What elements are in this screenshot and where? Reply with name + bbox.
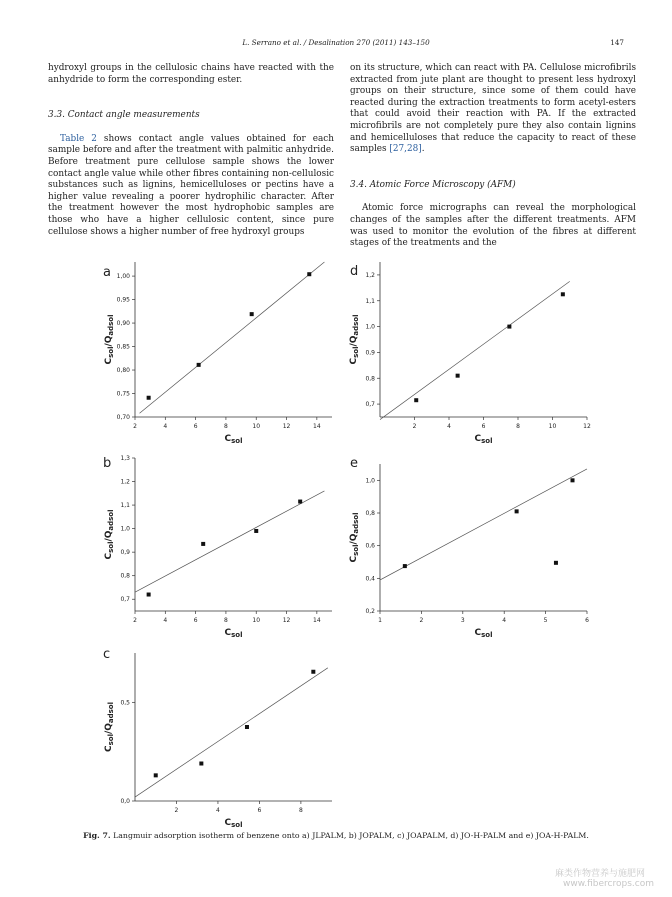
y-tick-label: 0,85 — [116, 343, 130, 351]
y-tick-label: 0,8 — [120, 572, 130, 580]
y-tick-label: 1,0 — [365, 323, 375, 331]
data-point — [507, 325, 511, 329]
chart-panel-a — [103, 262, 332, 445]
panel-label: b — [103, 456, 112, 471]
x-tick-label: 3 — [460, 617, 465, 624]
y-tick-label: 1,3 — [120, 455, 130, 462]
data-point — [147, 396, 151, 400]
data-point — [311, 670, 315, 674]
y-tick-label: 0,4 — [365, 575, 375, 583]
data-point — [201, 542, 205, 546]
figure-caption — [0, 831, 672, 840]
fit-line — [135, 668, 328, 797]
y-tick-label: 0,6 — [365, 542, 375, 550]
y-axis-label: $C_{sol}/Q_{adsol}$ — [349, 314, 360, 365]
x-tick-label: 2 — [133, 617, 137, 624]
data-point — [307, 272, 311, 276]
x-axis-label: $C_{sol}$ — [224, 818, 243, 829]
y-tick-label: 1,2 — [365, 271, 375, 279]
y-tick-label: 1,00 — [116, 273, 130, 281]
x-tick-label: 4 — [163, 617, 168, 624]
x-tick-label: 4 — [163, 423, 168, 430]
y-tick-label: 0,8 — [365, 375, 375, 383]
y-tick-label: 0,75 — [116, 390, 130, 398]
data-point — [147, 593, 151, 597]
section-title-afm: 3.4. Atomic Force Microscopy (AFM) — [350, 179, 516, 190]
x-tick-label: 2 — [174, 807, 179, 814]
x-tick-label: 5 — [543, 617, 548, 624]
x-tick-label: 2 — [419, 617, 424, 624]
y-tick-label: 0,7 — [365, 401, 375, 409]
y-tick-label: 1,0 — [365, 477, 375, 485]
x-axis-label: $C_{sol}$ — [224, 628, 243, 639]
x-tick-label: 14 — [313, 617, 321, 624]
data-point — [571, 478, 575, 482]
y-tick-label: 0,80 — [116, 367, 130, 375]
y-tick-label: 0,70 — [116, 414, 130, 421]
x-tick-label: 8 — [224, 617, 228, 624]
panel-label: a — [103, 265, 111, 280]
data-point — [561, 292, 565, 296]
right-paragraph-1-text: on its structure, which can react with PA. Cellulose microfibrils extracted from jute plant are thought to present less hydroxyl groups on their structure, since some of them could have reacted during the extraction treatments to form acetyl-esters that could avoid their reaction with PA. If the extracted microfibrils are not completely pure they also contain lignins and hemicelluloses that reduce the capacity to react of these samples — [350, 63, 636, 155]
data-point — [515, 509, 519, 513]
afm-paragraph: Atomic force micrographs can reveal the morphological changes of the samples after the different treatments. AFM was used to monitor the evolution of the fibres at different stages of the treatments and the — [350, 203, 636, 249]
data-point — [414, 398, 418, 402]
y-tick-label: 1,1 — [365, 297, 375, 305]
panel-label: e — [350, 456, 358, 471]
data-point — [254, 529, 258, 533]
x-tick-label: 10 — [548, 423, 557, 430]
x-tick-label: 12 — [282, 617, 291, 624]
table-2-link[interactable]: Table 2 — [60, 133, 97, 144]
x-tick-label: 10 — [252, 617, 261, 624]
x-tick-label: 8 — [516, 423, 520, 430]
x-tick-label: 12 — [282, 423, 291, 430]
y-tick-label: 0,90 — [116, 320, 130, 328]
y-tick-label: 1,0 — [120, 525, 130, 533]
y-axis-label: $C_{sol}/Q_{adsol}$ — [104, 314, 115, 365]
figure-label: Fig. 7. — [83, 831, 111, 840]
contact-angle-text: shows contact angle values obtained for each sample before and after the treatment with palmitic anhydride. Before treatment pure cellulose sample shows the lower contact angle value while other fibres containing non-cellulosic substances such as lignins, hemicelluloses or pectins have a higher value revealing a poorer hydrophilic character. After the treatment however the most hydrophobic samples are those who have a higher cellulosic content, since pure cellulose shows a higher number of free hydroxyl groups — [48, 133, 334, 237]
reference-link[interactable]: [27,28] — [389, 144, 422, 155]
page-number: 147 — [610, 38, 624, 47]
y-axis-label: $C_{sol}/Q_{adsol}$ — [349, 512, 360, 563]
chart-panel-d — [349, 262, 591, 445]
x-axis-label: $C_{sol}$ — [224, 434, 243, 445]
y-tick-label: 0,95 — [116, 296, 130, 304]
fit-line — [380, 281, 570, 419]
x-tick-label: 6 — [585, 617, 589, 624]
panel-label: c — [103, 647, 111, 662]
x-tick-label: 10 — [252, 423, 261, 430]
data-point — [403, 564, 407, 568]
x-tick-label: 4 — [502, 617, 507, 624]
section-title-contact-angle: 3.3. Contact angle measurements — [48, 110, 200, 121]
x-tick-label: 6 — [257, 807, 262, 814]
y-tick-label: 0,7 — [120, 596, 130, 604]
x-tick-label: 6 — [193, 423, 198, 430]
chart-panel-e — [349, 456, 589, 639]
y-axis-label: $C_{sol}/Q_{adsol}$ — [104, 701, 115, 753]
fit-line — [135, 491, 324, 592]
x-tick-label: 6 — [193, 617, 198, 624]
data-point — [197, 363, 201, 367]
x-tick-label: 4 — [447, 423, 451, 430]
y-tick-label: 0,0 — [120, 798, 130, 805]
data-point — [554, 561, 558, 565]
right-paragraph-1-end: . — [421, 144, 425, 155]
y-tick-label: 1,1 — [120, 502, 130, 510]
y-tick-label: 0,9 — [365, 349, 375, 357]
x-tick-label: 4 — [216, 807, 220, 814]
x-tick-label: 2 — [412, 423, 417, 430]
x-tick-label: 8 — [224, 423, 228, 430]
x-tick-label: 6 — [481, 423, 486, 430]
x-tick-label: 8 — [298, 807, 303, 814]
x-tick-label: 14 — [313, 423, 321, 430]
chart-panel-c — [103, 647, 332, 829]
data-point — [245, 725, 249, 729]
x-tick-label: 12 — [583, 423, 591, 430]
chart-panel-b — [103, 455, 332, 639]
y-tick-label: 0,8 — [365, 510, 375, 517]
y-tick-label: 0,9 — [120, 549, 130, 557]
x-axis-label: $C_{sol}$ — [474, 628, 493, 639]
panel-label: d — [350, 264, 359, 279]
data-point — [154, 773, 158, 777]
y-tick-label: 0,2 — [365, 608, 375, 615]
x-tick-label: 2 — [133, 423, 137, 430]
y-tick-label: 0,5 — [120, 699, 130, 707]
y-tick-label: 1,2 — [120, 478, 130, 486]
watermark-url: www.fibercrops.com — [563, 879, 654, 889]
y-axis-label: $C_{sol}/Q_{adsol}$ — [104, 509, 115, 560]
fit-line — [140, 262, 325, 413]
data-point — [250, 312, 254, 316]
data-point — [298, 500, 302, 504]
journal-citation: L. Serrano et al. / Desalination 270 (2011) 143–150 — [242, 38, 430, 47]
left-intro-paragraph: hydroxyl groups in the cellulosic chains have reacted with the anhydride to form the corresponding ester. — [48, 63, 334, 85]
data-point — [456, 374, 460, 378]
x-axis-label: $C_{sol}$ — [474, 434, 493, 445]
watermark-chinese: 麻类作物营养与施肥网 — [555, 869, 646, 879]
figure-caption-text: Langmuir adsorption isotherm of benzene onto a) JLPALM, b) JOPALM, c) JOAPALM, d) JO-H-PALM and e) JOA-H-PALM. — [110, 831, 589, 840]
x-tick-label: 1 — [378, 617, 382, 624]
data-point — [199, 762, 203, 766]
